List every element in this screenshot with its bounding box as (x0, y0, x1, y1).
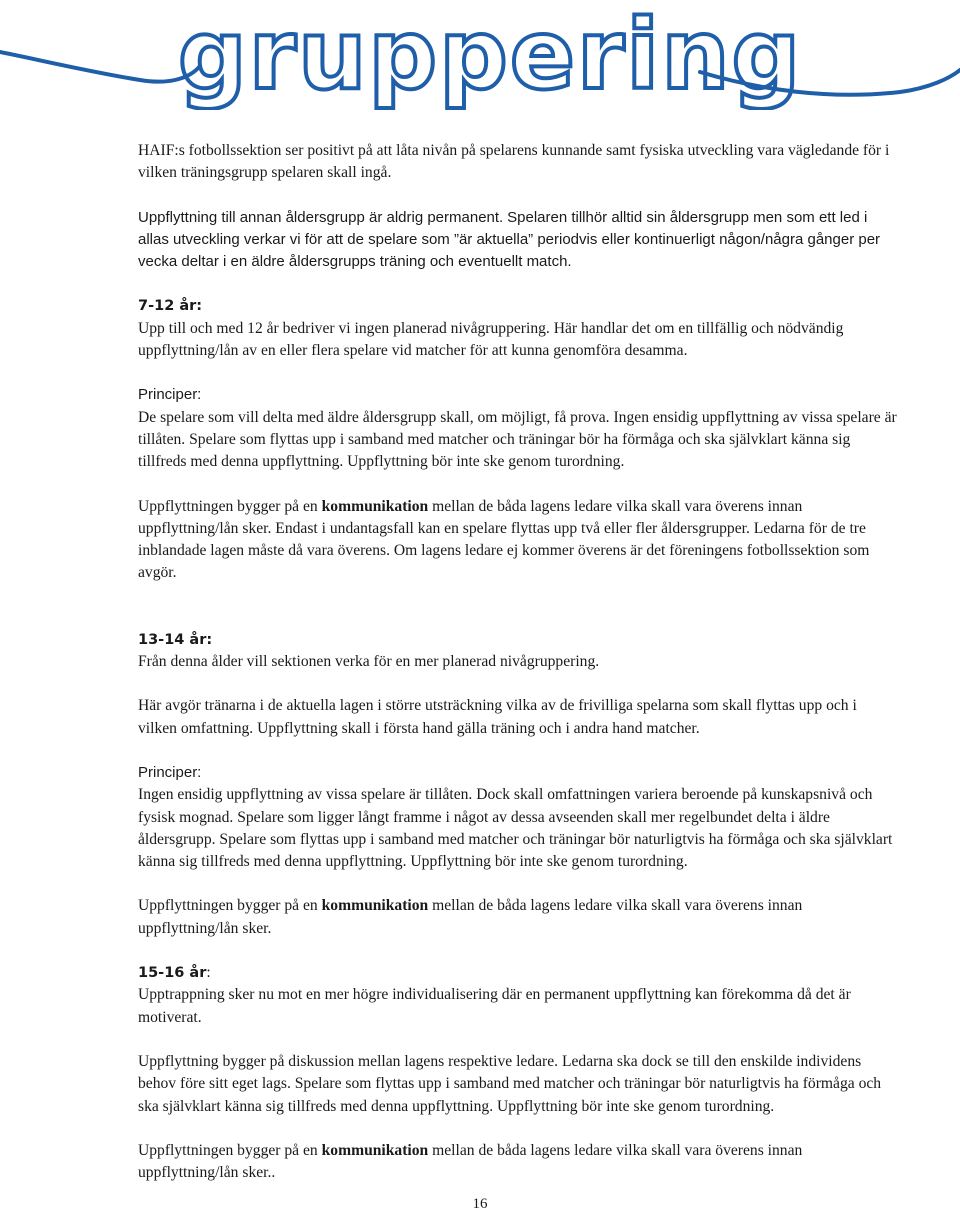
communication-13-14 (138, 895, 898, 940)
communication-15-16 (138, 1140, 898, 1185)
communication-before: Uppflyttningen bygger på en (138, 1141, 322, 1159)
communication-after: mellan de båda lagens ledare vilka skall vara överens innan uppflyttning/lån sker.. (138, 1141, 803, 1182)
heading-13-14: 13-14 år: (138, 631, 213, 648)
communication-after: mellan de båda lagens ledare vilka skall vara överens innan uppflyttning/lån sker. Endast i undantagsfall kan en spelare flyttas upp två eller fler åldersgrupper. Ledarna för de tre inblandade lagen måste då vara överens. Om lagens ledare ej kommer överens är det föreningens fotbollssektion som avgör. (138, 497, 870, 582)
communication-7-12 (138, 496, 898, 585)
permanence-text: Spelaren tillhör alltid sin åldersgrupp men som ett led i allas utveckling verkar vi för att de spelare som ”är aktuella” periodvis eller kontinuerligt någon/några gånger per vecka deltar i en äldre åldersgrupps träning och eventuellt match. (138, 208, 881, 271)
document-body (138, 140, 898, 1184)
heading-7-12: 7-12 år: (138, 298, 203, 315)
heading-15-16: 15-16 år (138, 965, 207, 982)
permanence-paragraph (138, 207, 898, 274)
principles-label-7-12: Principer: (138, 386, 202, 404)
communication-before: Uppflyttningen bygger på en (138, 497, 322, 515)
header-swirl-left (0, 52, 200, 82)
communication-before: Uppflyttningen bygger på en (138, 897, 322, 915)
communication-bold: kommunikation (321, 1141, 429, 1159)
text-7-12: Upp till och med 12 år bedriver vi ingen planerad nivågruppering. Här handlar det om en tillfällig och nödvändig uppflyttning/lån av en eller flera spelare vid matcher för att kunna genomföra desamma. (138, 319, 844, 360)
heading-15-16-line (138, 962, 898, 984)
permanence-lead: Uppflyttning till annan åldersgrupp är aldrig permanent. (138, 208, 504, 226)
text-13-14: Från denna ålder vill sektionen verka för en mer planerad nivågruppering. (138, 653, 600, 671)
principles-label-13-14: Principer: (138, 763, 202, 781)
communication-after: mellan de båda lagens ledare vilka skall vara överens innan uppflyttning/lån sker. (138, 897, 803, 937)
page-number: 16 (472, 1196, 488, 1212)
text2-15-16: Uppflyttning bygger på diskussion mellan lagens respektive ledare. Ledarna ska dock se till den enskilde individens behov före sitt eget lags. Spelare som flyttas upp i samband med matcher och träningar bör naturligtvis ha förmåga och ska självklart känna sig tillfreds med denna uppflyttning. Uppflyttning bör inte ske genom turordning. (138, 1052, 882, 1115)
communication-bold: kommunikation (321, 497, 429, 515)
intro-paragraph: HAIF:s fotbollssektion ser positivt på att låta nivån på spelarens kunnande samt fysiska utveckling vara vägledande för i vilken träningsgrupp spelaren skall ingå. (138, 142, 890, 182)
heading-15-16-suffix: : (206, 964, 211, 982)
communication-bold: kommunikation (321, 897, 429, 915)
header-title-graphic (0, 0, 960, 110)
text-15-16: Upptrappning sker nu mot en mer högre individualisering där en permanent uppflyttning kan förekomma då det är motiverat. (138, 986, 851, 1026)
principles-text-7-12: De spelare som vill delta med äldre åldersgrupp skall, om möjligt, få prova. Ingen ensidig uppflyttning av vissa spelare är tillåten. Spelare som flyttas upp i samband med matcher och träningar bör ha förmåga och ska självklart känna sig tillfreds med denna uppflyttning. Uppflyttning bör inte ske genom turordning. (138, 408, 897, 471)
principles-text-13-14: Ingen ensidig uppflyttning av vissa spelare är tillåten. Dock skall omfattningen variera beroende på kunskapsnivå och fysisk mognad. Spelare som ligger långt framme i något av dessa avseenden skall mer regelbundet delta i äldre åldersgrupp. Spelare som flyttas upp i samband med matcher och träningar bör naturligtvis ha förmåga och ska självklart känna sig tillfreds med denna uppflyttning. Uppflyttning bör inte ske genom turordning. (138, 786, 893, 871)
text2-13-14: Här avgör tränarna i de aktuella lagen i större utsträckning vilka av de frivilliga spelarna som skall flyttas upp och i vilken omfattning. Uppflyttning skall i första hand gälla träning och i andra hand matcher. (138, 697, 857, 737)
page-title: gruppering (178, 0, 803, 110)
